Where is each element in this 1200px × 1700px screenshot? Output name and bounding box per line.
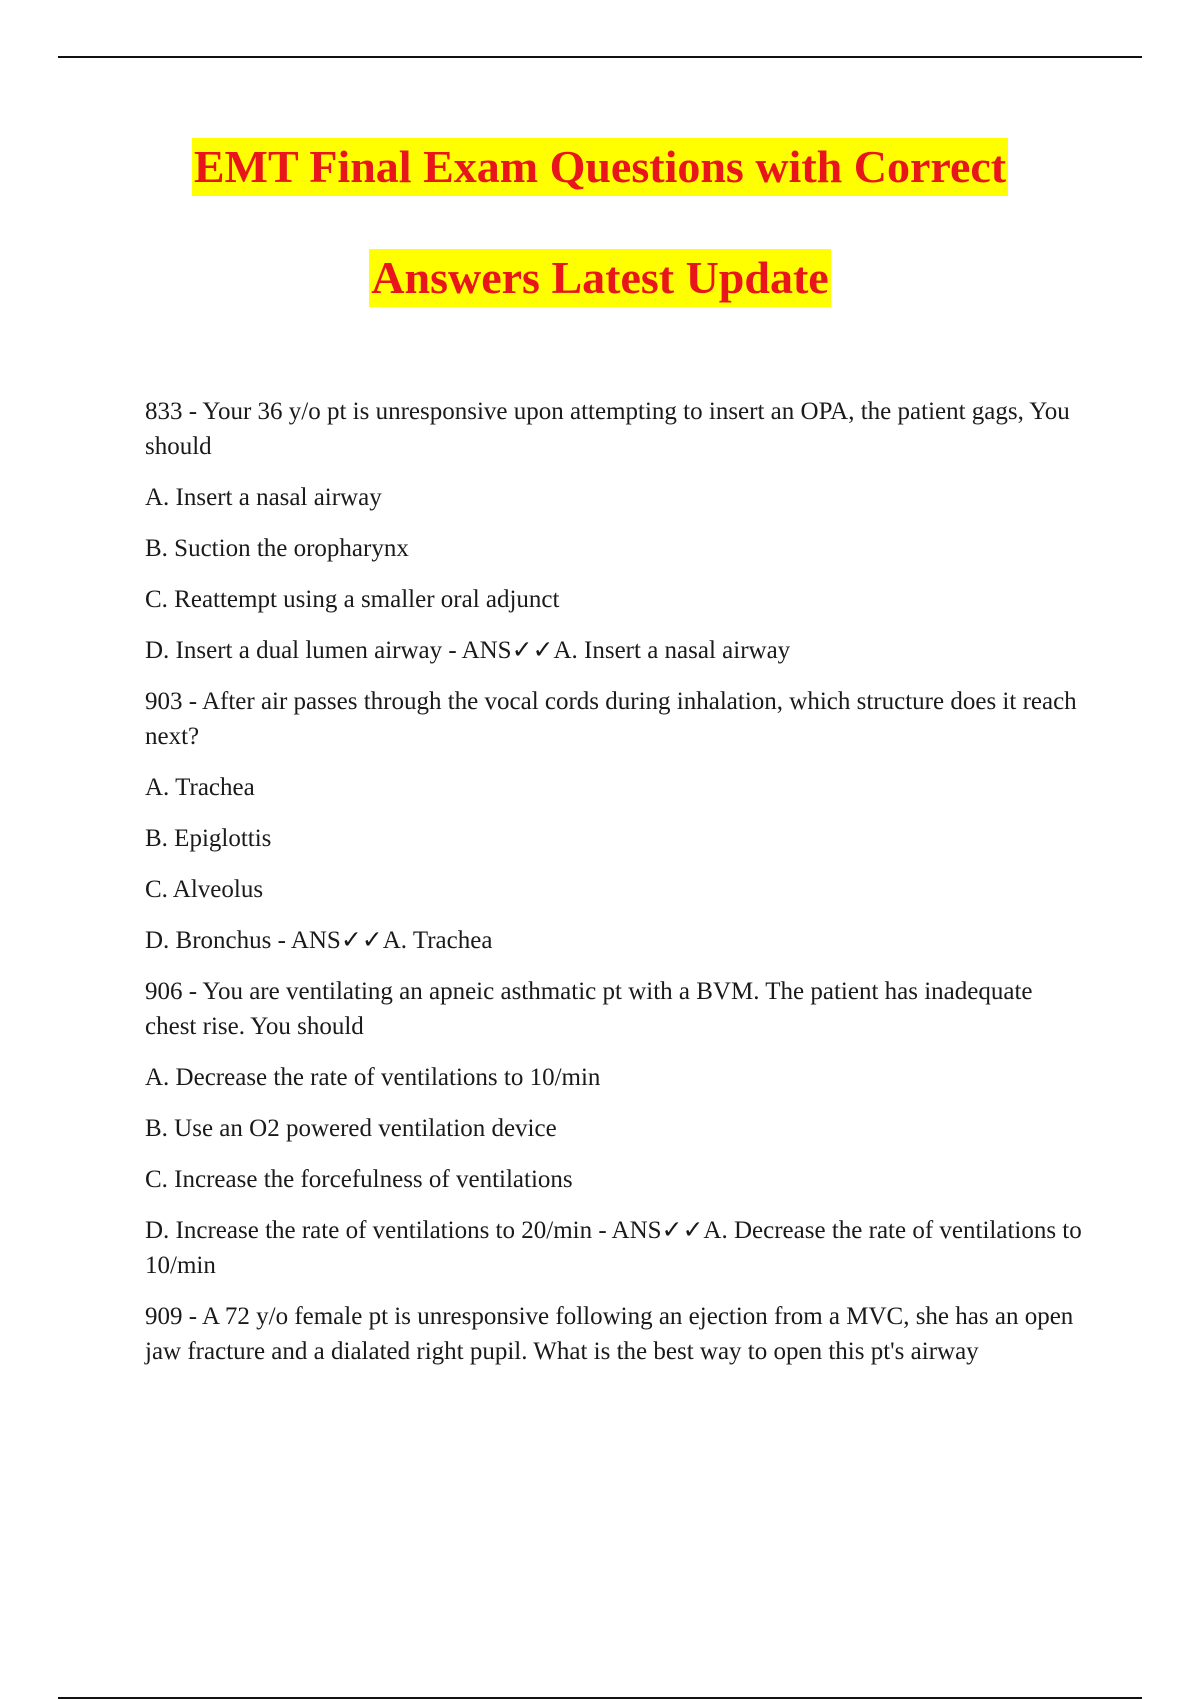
question-stem-906: 906 - You are ventilating an apneic asthmatic pt with a BVM. The patient has inadequate chest rise. You should (145, 978, 1033, 1040)
document-body (145, 394, 1085, 1385)
answer-option: C. Reattempt using a smaller oral adjunct (145, 586, 560, 613)
question-stem-903: 903 - After air passes through the vocal cords during inhalation, which structure does it reach next? (145, 688, 1077, 750)
title-line-2: Answers Latest Update (369, 249, 830, 307)
header-rule (58, 56, 1142, 58)
answer-option: B. Use an O2 powered ventilation device (145, 1115, 557, 1142)
question-stem-833: 833 - Your 36 y/o pt is unresponsive upon attempting to insert an OPA, the patient gags, You should (145, 398, 1070, 460)
title-line-1: EMT Final Exam Questions with Correct (192, 138, 1008, 196)
answer-option: B. Epiglottis (145, 825, 272, 852)
question-stem-909: 909 - A 72 y/o female pt is unresponsive following an ejection from a MVC, she has an open jaw fracture and a dialated right pupil. What is the best way to open this pt's airway (145, 1303, 1074, 1365)
answer-option: B. Suction the oropharynx (145, 535, 409, 562)
answer-option-with-key: D. Insert a dual lumen airway - ANS✓✓A. Insert a nasal airway (145, 637, 791, 664)
document-title (0, 138, 1200, 360)
footer-rule (58, 1697, 1142, 1699)
answer-option-with-key: D. Bronchus - ANS✓✓A. Trachea (145, 927, 493, 954)
answer-option: C. Alveolus (145, 876, 264, 903)
answer-option-with-key: D. Increase the rate of ventilations to 20/min - ANS✓✓A. Decrease the rate of ventilations to 10/min (145, 1217, 1082, 1279)
answer-option: C. Increase the forcefulness of ventilations (145, 1166, 573, 1193)
answer-option: A. Decrease the rate of ventilations to 10/min (145, 1064, 601, 1091)
answer-option: A. Insert a nasal airway (145, 484, 382, 511)
answer-option: A. Trachea (145, 774, 255, 801)
